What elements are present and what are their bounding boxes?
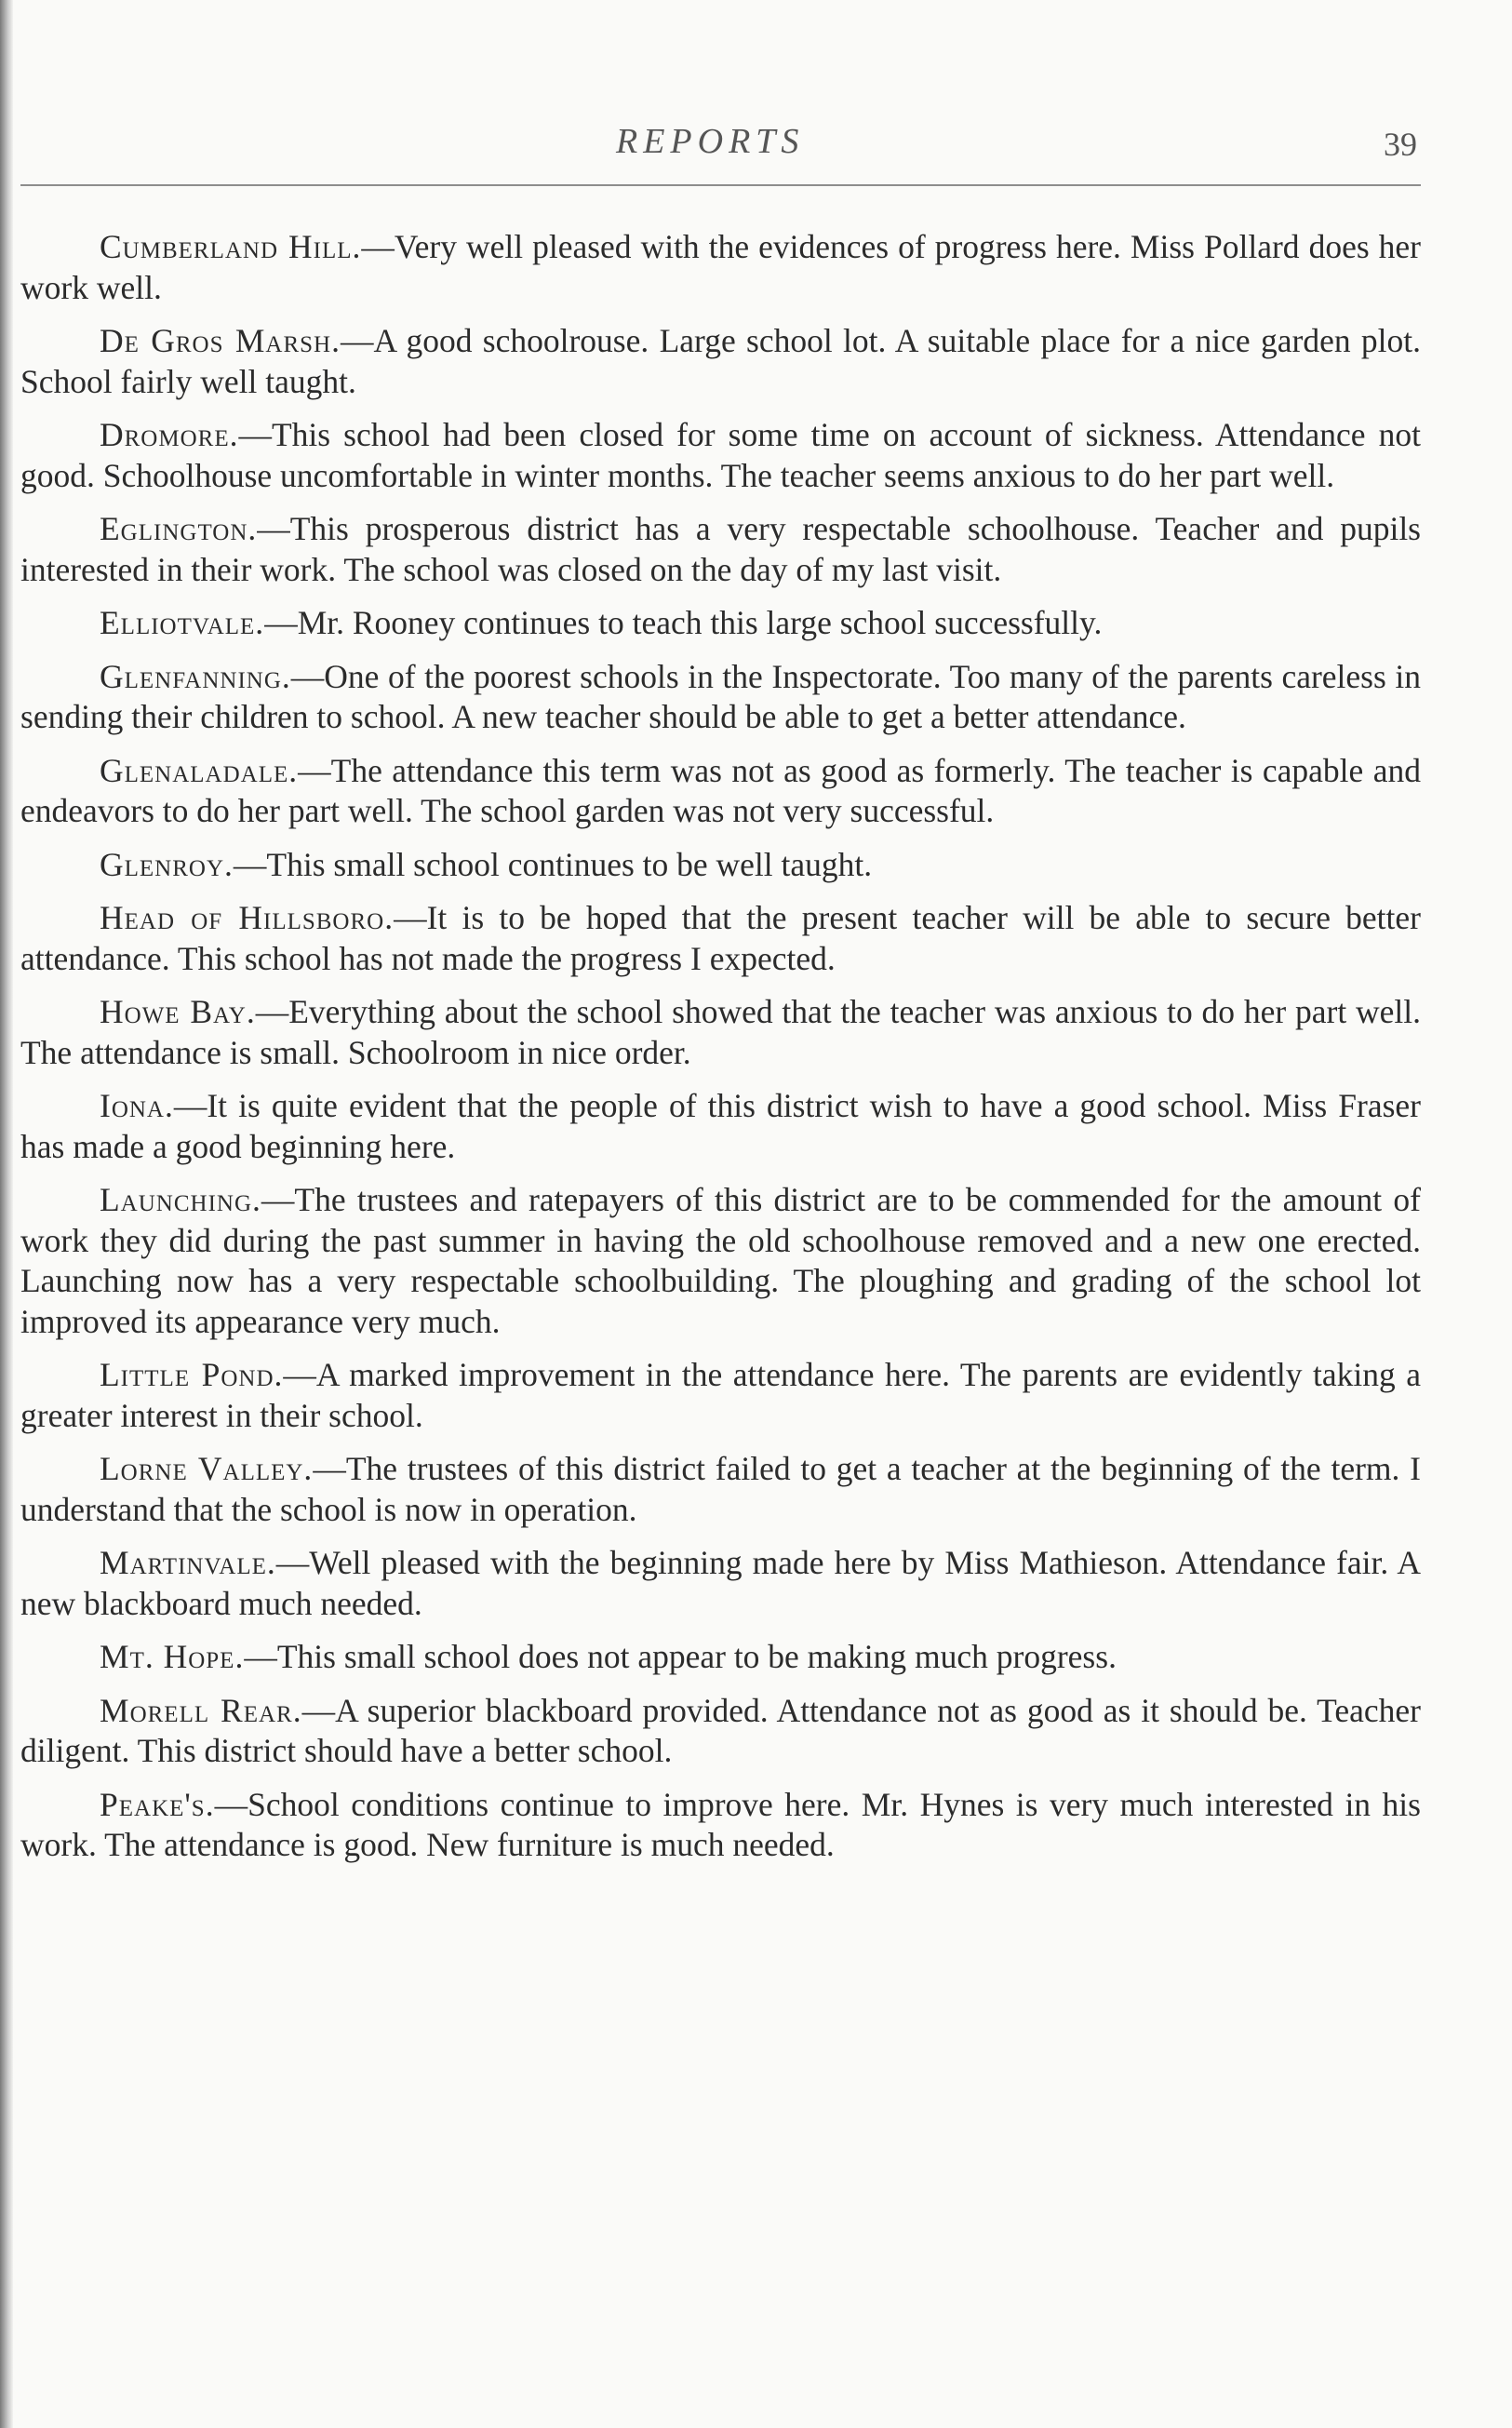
- report-text: —The trustees and ratepayers of this district are to be commended for the amount of work they did during the past summer in having the old schoolhouse removed and a new one erected. Launching now has a very respectable schoolbuilding. The ploughing and grading of the school lot improved its appearance very much.: [20, 1181, 1421, 1340]
- report-text: —The trustees of this district failed to get a teacher at the beginning of the term. I understand that the school is now in operation.: [20, 1450, 1421, 1528]
- page-number: 39: [1384, 126, 1417, 163]
- report-entry: [20, 898, 1421, 979]
- report-text: —It is quite evident that the people of this district wish to have a good school. Miss Fraser has made a good beginning here.: [20, 1087, 1421, 1165]
- report-entry: [20, 1637, 1421, 1678]
- report-entry: [20, 1543, 1421, 1624]
- report-text: —The attendance this term was not as good as formerly. The teacher is capable and endeavors to do her part well. The school garden was not very successful.: [20, 751, 1421, 829]
- school-name: Little Pond.: [100, 1356, 284, 1393]
- page-spine-shadow: [0, 0, 13, 2428]
- report-entry: [20, 1180, 1421, 1342]
- report-text: —Mr. Rooney continues to teach this large school successfully.: [264, 604, 1103, 641]
- report-text: —Well pleased with the beginning made here by Miss Mathieson. Attendance fair. A new blackboard much needed.: [20, 1544, 1421, 1622]
- school-name: Morell Rear.: [100, 1691, 302, 1729]
- report-entry: [20, 509, 1421, 590]
- school-name: Howe Bay.: [100, 993, 256, 1030]
- report-entries: [20, 227, 1421, 1866]
- report-text: —School conditions continue to improve here. Mr. Hynes is very much interested in his work. The attendance is good. New furniture is much needed.: [20, 1785, 1421, 1863]
- report-text: —This prosperous district has a very respectable schoolhouse. Teacher and pupils interested in their work. The school was closed on the day of my last visit.: [20, 510, 1421, 588]
- report-text: —This school had been closed for some time on account of sickness. Attendance not good. Schoolhouse uncomfortable in winter months. The teacher seems anxious to do her part well.: [20, 416, 1421, 494]
- report-text: —Everything about the school showed that the teacher was anxious to do her part well. The attendance is small. Schoolroom in nice order.: [20, 993, 1421, 1071]
- school-name: De Gros Marsh.: [100, 322, 341, 359]
- report-entry: [20, 1449, 1421, 1530]
- school-name: Glenaladale.: [100, 751, 299, 789]
- school-name: Glenfanning.: [100, 657, 291, 695]
- school-name: Martinvale.: [100, 1544, 276, 1581]
- school-name: Cumberland Hill.: [100, 228, 362, 265]
- school-name: Head of Hillsboro.: [100, 899, 395, 936]
- report-entry: [20, 1086, 1421, 1167]
- report-text: —A marked improvement in the attendance here. The parents are evidently taking a greater interest in their school.: [20, 1356, 1422, 1434]
- report-entry: [20, 603, 1421, 644]
- report-entry: [20, 751, 1421, 832]
- school-name: Dromore.: [100, 416, 239, 453]
- school-name: Eglington.: [100, 510, 258, 547]
- report-entry: [20, 845, 1421, 886]
- school-name: Launching.: [100, 1181, 261, 1218]
- report-entry: [20, 992, 1421, 1073]
- report-text: —It is to be hoped that the present teacher will be able to secure better attendance. This school has not made the progress I expected.: [20, 899, 1421, 977]
- report-entry: [20, 227, 1421, 308]
- report-text: —Very well pleased with the evidences of progress here. Miss Pollard does her work well.: [20, 228, 1421, 306]
- school-name: Mt. Hope.: [100, 1638, 245, 1675]
- report-entry: [20, 415, 1421, 496]
- report-text: —One of the poorest schools in the Inspectorate. Too many of the parents careless in sending their children to school. A new teacher should be able to get a better attendance.: [20, 657, 1421, 735]
- report-entry: [20, 1355, 1421, 1436]
- school-name: Iona.: [100, 1087, 174, 1124]
- header-title: REPORTS: [616, 122, 805, 161]
- school-name: Elliotvale.: [100, 604, 265, 641]
- report-text: —A good schoolrouse. Large school lot. A suitable place for a nice garden plot. School fairly well taught.: [20, 322, 1421, 400]
- report-entry: [20, 321, 1421, 402]
- report-entry: [20, 1785, 1421, 1866]
- document-page: [20, 110, 1421, 1879]
- school-name: Glenroy.: [100, 845, 234, 883]
- report-entry: [20, 1691, 1421, 1772]
- school-name: Peake's.: [100, 1785, 215, 1823]
- running-header: [20, 110, 1421, 186]
- report-text: —A superior blackboard provided. Attendance not as good as it should be. Teacher diligent. This district should have a better school.: [20, 1691, 1421, 1769]
- report-entry: [20, 657, 1421, 738]
- school-name: Lorne Valley.: [100, 1450, 314, 1487]
- report-text: —This small school does not appear to be making much progress.: [244, 1638, 1117, 1675]
- report-text: —This small school continues to be well taught.: [233, 845, 873, 883]
